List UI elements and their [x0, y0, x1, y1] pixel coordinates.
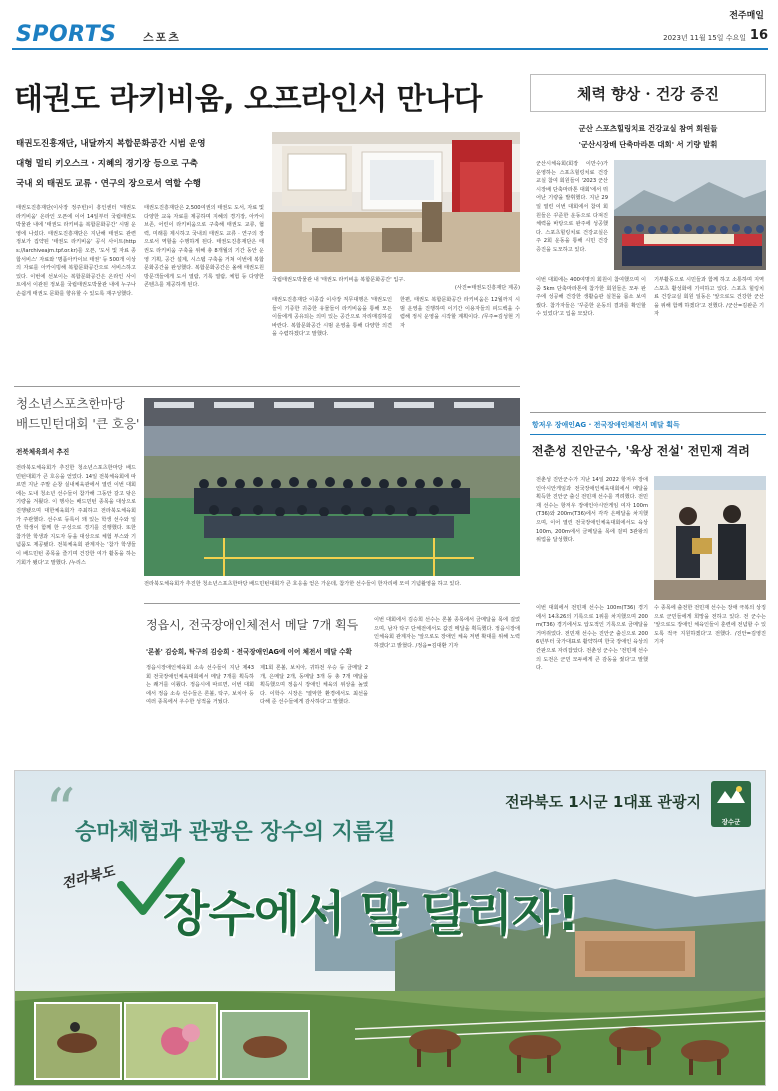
ad-script-label: 전라북도	[60, 863, 117, 893]
main-photo-credit: (사진=태권도진흥재단 제공)	[454, 285, 520, 291]
section-title-korean: 스포츠	[143, 31, 181, 44]
ad-logo	[711, 781, 751, 827]
right-bottom-photo	[654, 476, 766, 600]
para-subtitle: '론볼' 김승희, 탁구의 김승희 · 전국장애인AG에 이어 체전서 메달 수확	[146, 648, 352, 656]
left-mid-title-2: 배드민턴대회 '큰 호응'	[16, 416, 140, 431]
para-col1: 정읍시장애인체육회 소속 선수들이 지난 제43회 전국장애인체육대회에서 메달 7개를 획득하는 쾌거를 이뤘다. 정읍시에 따르면, 이번 대회에서 정읍 소속 선수들은 론볼, 탁구, 보치아 등 여러 종목에서 우수한 성적을 거뒀다.	[146, 665, 254, 706]
marathon-group-image	[614, 160, 766, 270]
jangsu-logo-icon	[711, 781, 751, 811]
museum-interior-image	[272, 132, 520, 272]
right-bottom-kicker: 항저우 장애인AG · 전국장애인체전서 메달 획득	[532, 421, 680, 429]
ad-banner[interactable]	[14, 770, 766, 1086]
right-top-title: 체력 향상 · 건강 증진	[576, 85, 720, 103]
main-body-col1: 태권도진흥재단(이사장 정주빈)이 흥인센터 '태권도 라키비움' 온라인 오픈에 이어 14일부터 국립태권도박물관 내에 '태권도 라키비움 복합문화공간' 시범 운영에 나섰다. 태권도진흥재단은 지난해 태권도 관련 정보가 집약된 '태권도 라키비움' 공식 사이트(https://larchiveajm.tpf.or.kr)를 오픈, '도서 및 자료 종합서비스' 자료와 '명품아카이브 태권' 등 500개 이상의 자료를 아카이빙해 복합문화공간으로 서비스하고 있다. 이번에 선보이는 복합문화공간은 온라인 사이트에서 이관된 정보를 국립태권도박물관 내에 누구나 손쉽게 태권도 문화를 향유할 수 있도록 재구성했다.	[16, 205, 136, 297]
main-body-col3: 태권도진흥재단 이종갑 이사장 직무대행은 '태권도인들이 기증한 귀중한 유물들이 라키비움을 통해 모든 이들에게 공유되는 의미 있는 공간으로 자리매김하길 바란다. 복합문화공간 시범 운영을 통해 다양한 의견을 수렴하겠다'고 말했다.	[272, 297, 392, 338]
left-mid-byline: 전북체육회서 추진	[16, 448, 70, 456]
main-story-divider	[14, 386, 520, 387]
main-body-col2: 태권도진흥재단은 2,500여권의 태권도 도서, 자료 및 다양한 교육 자료를 제공하며 지혜의 경기장, 아카이브존, 어린이 라키비움으로 구축해 태권도 교류, 협력, 미래를 제시하고 국내외 태권도 교류 · 연구의 장으로서 역할을 수행하게 된다. 태권도진흥재단은 태권도 라키비움 구축을 위해 총 8개월의 기간 동안 운영 기획, 공간 설계, 시스템 구축을 거쳐 이번에 복합문화공간을 완성했다. 복합문화공간은 올해 태권도원 방문객들에게 도서 열람, 기록 열람, 체험 등 다양한 콘텐츠를 제공하게 된다.	[144, 205, 264, 289]
right-bottom-rule	[530, 434, 766, 435]
subhead-2: 대형 멀티 키오스크 · 지혜의 경기장 등으로 구축	[16, 159, 198, 169]
para-col2: 제1회 론볼, 보치아, 귀하전 우승 등 금메달 2개, 은메달 2개, 동메달 3개 등 총 7개 메달을 획득했으며 정읍시 장애인 체육의 위상을 높였다. 이학수 시장은 '열악한 환경에서도 최선을 다해 준 선수들에게 감사하다'고 말했다.	[260, 665, 368, 706]
ad-corner-text: 전라북도 1시군 1대표 관광지	[505, 793, 701, 811]
award-meeting-image	[654, 476, 766, 600]
subhead-3: 국내 외 태권도 교류 · 연구의 장으로서 역할 수행	[16, 179, 201, 189]
main-headline: 태권도 라키비움, 오프라인서 만나다	[14, 82, 482, 117]
right-top-sub2: '군산시장배 단축마라톤 대회' 서 기량 발휘	[578, 140, 718, 149]
left-mid-photo	[144, 398, 520, 576]
main-photo	[272, 132, 520, 272]
para-title: 정읍시, 전국장애인체전서 메달 7개 획득	[146, 618, 359, 632]
right-bottom-title: 전춘성 진안군수, '육상 전설' 전민재 격려	[532, 444, 750, 458]
left-mid-photo-caption: 전라북도체육회가 추진한 청소년스포츠한마당 배드민턴대회가 큰 호응을 얻은 가운데, 참가한 선수들이 한자리에 모여 기념촬영을 하고 있다.	[144, 581, 462, 587]
right-bottom-col2: 이번 대회에서 전민재 선수는 100m(T36) 경기에서 14초26의 기록으로 1위를 차지했으며 200m(T36) 경기에서도 압도적인 기록으로 금메달을 거머쥐었다. 전민재 선수는 진안군 출신으로 2006년부터 국가대표로 활약하며 한국 장애인 육상의 간판으로 자리잡았다. 전춘성 군수는 '전민재 선수의 도전은 군민 모두에게 큰 감동을 줬다'고 말했다.	[536, 605, 648, 672]
right-top-photo	[614, 160, 766, 270]
right-bottom-col1: 전춘성 진안군수가 지난 14일 2022 항저우 장애인아시안게임과 전국장애인체육대회에서 메달을 획득한 진안군 출신 전민재 선수를 격려했다. 전민재 선수는 항저우 장애인아시안게임 여자 100m(T36)와 200m(T36)에서 각각 은메달을 차지했으며, 이어 열린 전국장애인체육대회에서도 육상 100m, 200m에서 금메달을 목에 걸며 3관왕의 위업을 달성했다.	[536, 477, 648, 544]
para-col3: 이번 대회에서 김승희 선수는 론볼 종목에서 금메달을 목에 걸었으며, 남자 탁구 단체전에서도 값진 메달을 획득했다. 정읍시장애인체육회 관계자는 '앞으로도 장애인 체육 저변 확대를 위해 노력하겠다'고 밝혔다. /정읍=김대환 기자	[374, 617, 520, 649]
main-body-col4: 한편, 태권도 복합문화공간 라키비움은 12월까지 시범 운영을 진행하며 이기간 이용자들의 피드백을 수렴해 정식 운영을 시작할 계획이다. /무주=김성현 기자	[400, 297, 520, 329]
right-top-sub1: 군산 스포츠힐링치료 건강교실 참여 회원들	[578, 124, 718, 133]
ad-slogan: 장수에서 말 달리자!	[163, 886, 579, 942]
ad-logo-text: 장수군	[721, 818, 741, 826]
section-title: SPORTS	[16, 22, 117, 47]
main-photo-caption-text: 국립태권도박물관 내 '태권도 라키비움 복합문화공간' 입구.	[272, 277, 406, 283]
badminton-group-image	[144, 398, 520, 576]
paper-name: 전주매일	[729, 11, 764, 21]
left-mid-title-1: 청소년스포츠한마당	[16, 396, 125, 411]
header-rule	[12, 48, 768, 50]
left-mid-body: 전라북도체육회가 추진한 청소년스포츠한마당 배드민턴대회가 큰 호응을 얻었다. 14일 전북체육회에 따르면 지난 주말 순창 실내체육관에서 열린 이번 대회에는 도내 청소년 선수들이 참가해 그동안 갈고 닦은 기량을 겨뤘다. 이 행사는 배드민턴 종목을 대상으로 진행됐으며 대한체육회가 주최하고 전라북도체육회가 주관했다. 선수로 등록이 돼 있는 학생 선수와 일반 학생이 함께 한 구성으로 경기를 진행했다. 또한 참가한 학생과 지도자 등을 대상으로 체험 부스와 기념품도 제공됐다. 전북체육회 관계자는 '참가 학생들이 배드민턴 종목을 즐기며 건강한 여가 활동을 하는 기회가 됐다'고 말했다. /누리스	[16, 465, 136, 566]
ad-quote-mark: “	[45, 776, 76, 846]
left-mid-divider	[144, 603, 520, 604]
right-top-divider	[530, 412, 766, 413]
issue-date: 2023년 11월 15일 수요일	[663, 34, 746, 42]
right-top-col2: 이번 대회에는 400여명의 회원이 참여했으며 이 중 5km 단축마라톤에 참가한 회원들은 모두 완주에 성공해 건강한 생활습관 실천을 몸소 보여줬다. 참가자들은 '꾸준한 운동의 결과를 확인할 수 있었다'고 입을 모았다.	[536, 277, 646, 318]
main-photo-caption	[272, 276, 520, 292]
ad-tagline: 승마체험과 관광은 장수의 지름길	[75, 820, 396, 845]
page-number: 16	[749, 28, 768, 43]
right-top-col1: 군산시체육회(회장 이만수)가 운영하는 스포츠힐링치료 건강교실 참여 회원들이 '2023 군산시장배 단축마라톤 대회'에서 뛰어난 기량을 발휘했다. 지난 29일 열린 이번 대회에서 참여 회원들은 꾸준한 운동으로 다져진 체력을 바탕으로 완주에 성공했다. 스포츠힐링치료 건강교실은 주 2회 운동을 통해 시민 건강 증진을 도모하고 있다.	[536, 161, 608, 253]
main-subheads	[16, 134, 266, 194]
subhead-1: 태권도진흥재단, 내달까지 복합문화공간 시범 운영	[16, 139, 206, 149]
right-top-col3: 기부활동으로 시민들과 함께 하고 소통하며 지역 스포츠 활성화에 기여하고 있다. 스포츠 힐링치료 건강교실 회원 일동은 '앞으로도 건강한 군산을 위해 함께 하겠다'고 전했다. /군산=김완준 기자	[654, 277, 764, 318]
right-bottom-col3: 수 종목에 출전한 전민재 선수는 장애 극복의 상징으로 군민들에게 희망을 전하고 있다. 전 군수는 '앞으로도 장애인 체육인들이 훈련에 전념할 수 있도록 적극 지원하겠다'고 전했다. /진안=김영진 기자	[654, 605, 766, 646]
